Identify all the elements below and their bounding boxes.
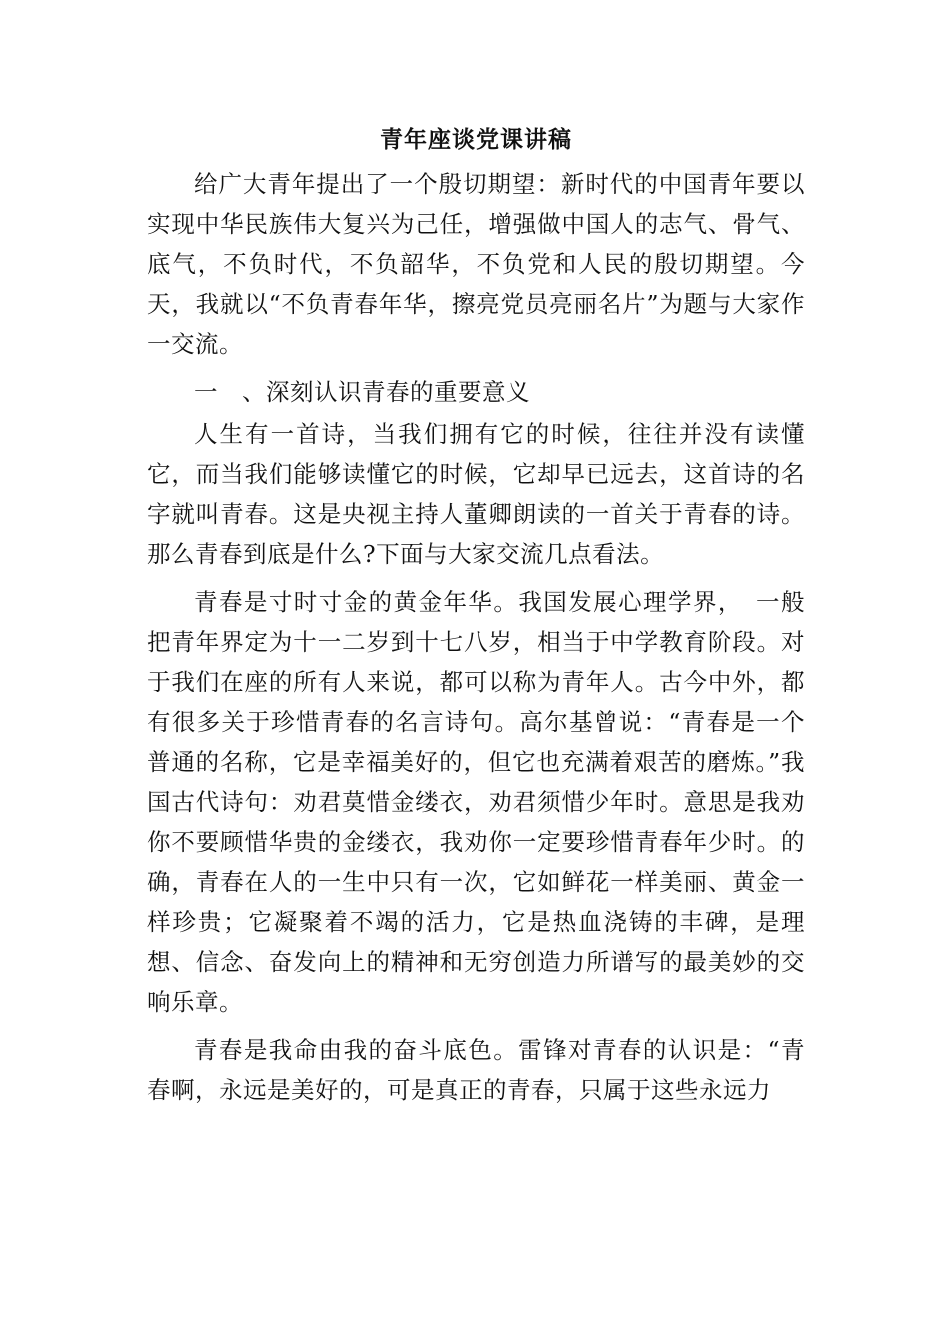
paragraph-poem: 人生有一首诗，当我们拥有它的时候，往往并没有读懂它，而当我们能够读懂它的时候，它却早已远去，这首诗的名字就叫青春。这是央视主持人董卿朗读的一首关于青春的诗。那么青春到底是什么?下面与大家交流几点看法。 <box>147 420 805 568</box>
paragraph-intro: 给广大青年提出了一个殷切期望：新时代的中国青年要以实现中华民族伟大复兴为己任，增强做中国人的志气、骨气、底气，不负时代，不负韶华，不负党和人民的殷切期望。今天，我就以“不负青春年华，擦亮党员亮丽名片”为题与大家作一交流。 <box>147 170 805 358</box>
paragraph-golden-years: 青春是寸时寸金的黄金年华。我国发展心理学界， 一般把青年界定为十一二岁到十七八岁，相当于中学教育阶段。对于我们在座的所有人来说，都可以称为青年人。古今中外，都有很多关于珍惜青春的名言诗句。高尔基曾说：“青春是一个普通的名称，它是幸福美好的，但它也充满着艰苦的磨炼。”我国古代诗句：劝君莫惜金缕衣，劝君须惜少年时。意思是我劝你不要顾惜华贵的金缕衣，我劝你一定要珍惜青春年少时。的确，青春在人的一生中只有一次，它如鲜花一样美丽、黄金一样珍贵；它凝聚着不竭的活力，它是热血浇铸的丰碑，是理想、信念、奋发向上的精神和无穷创造力所谱写的最美妙的交响乐章。 <box>147 588 805 1016</box>
section-heading: 一 、深刻认识青春的重要意义 <box>194 378 530 406</box>
document-title: 青年座谈党课讲稿 <box>380 126 572 153</box>
paragraph-struggle: 青春是我命由我的奋斗底色。雷锋对青春的认识是：“青春啊，永远是美好的，可是真正的青春，只属于这些永远力 <box>147 1036 805 1104</box>
document-body <box>147 118 805 1110</box>
